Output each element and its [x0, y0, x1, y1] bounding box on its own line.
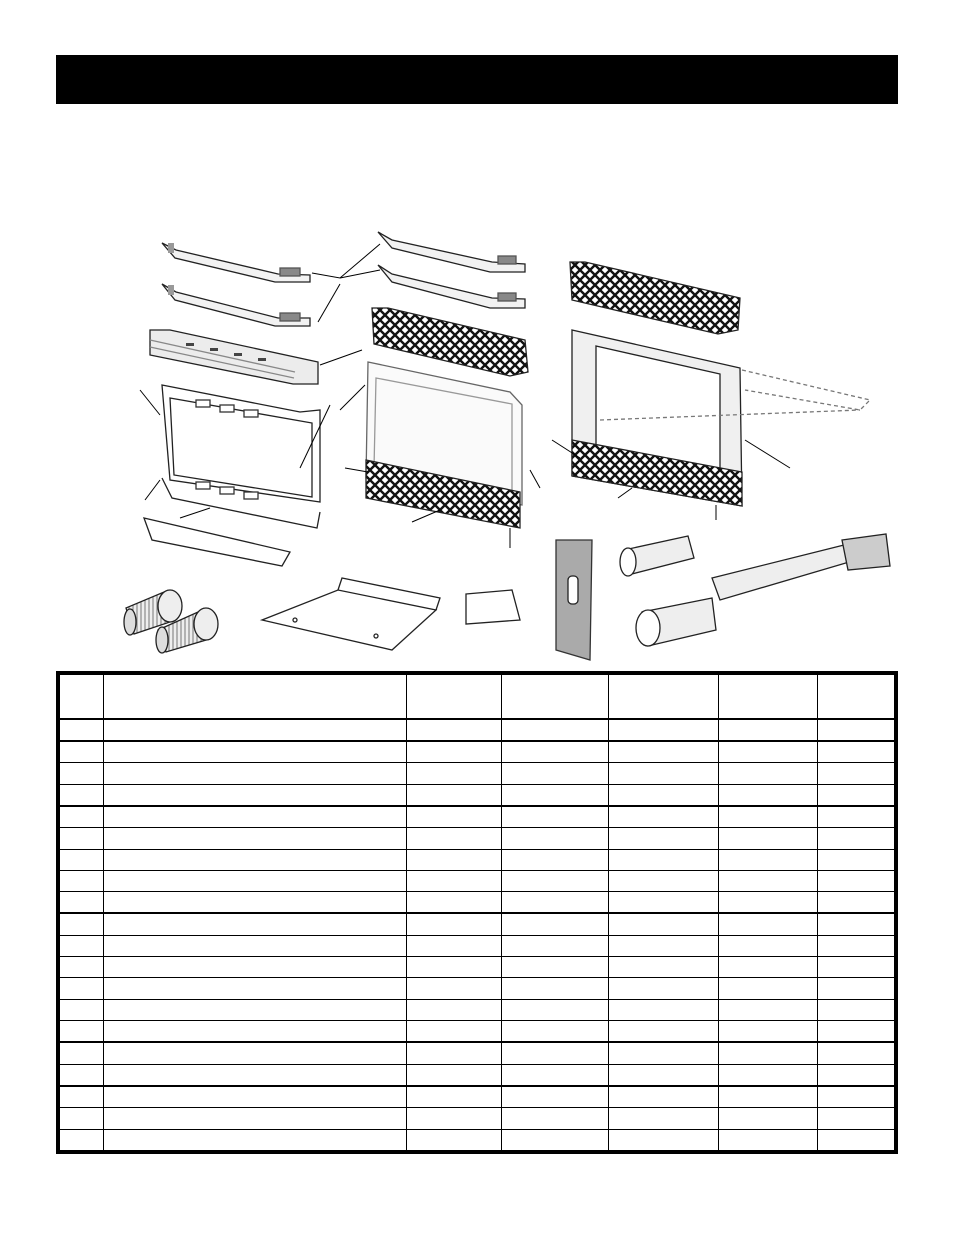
- table-cell: [719, 784, 818, 806]
- table-cell: [104, 1021, 407, 1043]
- table-cell: [407, 892, 502, 914]
- table-cell: [60, 784, 104, 806]
- table-cell: [60, 978, 104, 999]
- table-cell: [719, 1042, 818, 1064]
- table-cell: [719, 741, 818, 763]
- table-cell: [407, 913, 502, 935]
- column-header: [609, 675, 719, 719]
- table-cell: [818, 892, 895, 914]
- table-cell: [407, 870, 502, 891]
- table-row: [60, 978, 895, 999]
- table-cell: [719, 978, 818, 999]
- table-cell: [502, 806, 609, 828]
- table-cell: [609, 1086, 719, 1108]
- table-cell: [609, 892, 719, 914]
- table-cell: [609, 978, 719, 999]
- table-row: [60, 1108, 895, 1129]
- table-cell: [609, 913, 719, 935]
- table-cell: [502, 957, 609, 978]
- table-cell: [609, 741, 719, 763]
- table-cell: [60, 763, 104, 784]
- table-row: [60, 1064, 895, 1086]
- table-cell: [719, 870, 818, 891]
- table-cell: [502, 784, 609, 806]
- table-row: [60, 1086, 895, 1108]
- table-cell: [719, 913, 818, 935]
- small-burner-1: [620, 536, 694, 576]
- table-cell: [502, 935, 609, 956]
- table-cell: [104, 719, 407, 741]
- decor-strip-a: [378, 232, 525, 272]
- table-cell: [104, 1064, 407, 1086]
- table-cell: [719, 1086, 818, 1108]
- table-cell: [502, 1064, 609, 1086]
- table-row: [60, 913, 895, 935]
- table-cell: [104, 957, 407, 978]
- table-cell: [719, 719, 818, 741]
- table-cell: [104, 763, 407, 784]
- parts-table: [56, 671, 898, 1154]
- top-trim-strip-2: [162, 284, 310, 326]
- table-cell: [609, 1129, 719, 1150]
- table-cell: [609, 1108, 719, 1129]
- table-cell: [502, 828, 609, 849]
- table-cell: [60, 1086, 104, 1108]
- table-cell: [502, 1086, 609, 1108]
- table-cell: [719, 1064, 818, 1086]
- bottom-glass-strip: [144, 518, 290, 566]
- table-cell: [60, 870, 104, 891]
- column-header: [502, 675, 609, 719]
- table-cell: [104, 1086, 407, 1108]
- table-cell: [104, 741, 407, 763]
- table-cell: [407, 806, 502, 828]
- table-cell: [818, 935, 895, 956]
- table-cell: [818, 1108, 895, 1129]
- table-cell: [818, 1021, 895, 1043]
- table-cell: [407, 935, 502, 956]
- table-cell: [407, 763, 502, 784]
- table-cell: [719, 957, 818, 978]
- table-cell: [104, 828, 407, 849]
- table-cell: [719, 806, 818, 828]
- table-cell: [818, 913, 895, 935]
- exploded-parts-diagram: [0, 220, 954, 670]
- table-cell: [502, 763, 609, 784]
- table-cell: [502, 719, 609, 741]
- table-cell: [60, 913, 104, 935]
- table-cell: [502, 849, 609, 870]
- table-cell: [104, 1042, 407, 1064]
- small-bracket: [466, 590, 520, 624]
- table-cell: [818, 1129, 895, 1150]
- table-cell: [104, 999, 407, 1020]
- page-header-bar: [56, 55, 898, 104]
- table-row: [60, 892, 895, 914]
- table-cell: [719, 828, 818, 849]
- table-row: [60, 1129, 895, 1150]
- table-cell: [719, 1108, 818, 1129]
- table-cell: [719, 892, 818, 914]
- table-cell: [818, 741, 895, 763]
- small-burner-2: [636, 598, 716, 646]
- table-cell: [609, 870, 719, 891]
- table-cell: [407, 957, 502, 978]
- table-cell: [407, 999, 502, 1020]
- table-cell: [609, 719, 719, 741]
- table-row: [60, 935, 895, 956]
- table-cell: [609, 784, 719, 806]
- table-cell: [609, 1064, 719, 1086]
- table-cell: [407, 1086, 502, 1108]
- table-cell: [60, 935, 104, 956]
- table-row: [60, 1021, 895, 1043]
- table-cell: [818, 828, 895, 849]
- table-cell: [104, 784, 407, 806]
- table-row: [60, 763, 895, 784]
- control-knobs: [124, 590, 218, 653]
- table-cell: [104, 1129, 407, 1150]
- table-cell: [60, 719, 104, 741]
- table-cell: [60, 1108, 104, 1129]
- cast-door-assembly: [572, 330, 870, 506]
- table-cell: [407, 1129, 502, 1150]
- table-cell: [502, 913, 609, 935]
- table-row: [60, 999, 895, 1020]
- table-row: [60, 719, 895, 741]
- column-header: [60, 675, 104, 719]
- table-cell: [407, 719, 502, 741]
- table-cell: [60, 828, 104, 849]
- table-cell: [407, 1042, 502, 1064]
- table-cell: [502, 1042, 609, 1064]
- table-body: [60, 719, 895, 1151]
- table-cell: [407, 784, 502, 806]
- table-cell: [719, 763, 818, 784]
- table-cell: [407, 741, 502, 763]
- table-cell: [104, 806, 407, 828]
- table-cell: [818, 763, 895, 784]
- table-cell: [60, 1042, 104, 1064]
- table-cell: [407, 828, 502, 849]
- column-header: [104, 675, 407, 719]
- table-row: [60, 957, 895, 978]
- table-row: [60, 828, 895, 849]
- table-cell: [818, 719, 895, 741]
- table-cell: [609, 957, 719, 978]
- table-cell: [502, 1021, 609, 1043]
- table-cell: [407, 1108, 502, 1129]
- table-row: [60, 784, 895, 806]
- table-cell: [104, 935, 407, 956]
- table-cell: [719, 1021, 818, 1043]
- table-row: [60, 1042, 895, 1064]
- table-cell: [104, 892, 407, 914]
- table-cell: [609, 999, 719, 1020]
- table-cell: [104, 978, 407, 999]
- table-cell: [60, 1129, 104, 1150]
- table-cell: [407, 1064, 502, 1086]
- table-cell: [60, 1021, 104, 1043]
- table-cell: [818, 784, 895, 806]
- table-cell: [104, 1108, 407, 1129]
- table-cell: [818, 957, 895, 978]
- table-cell: [609, 763, 719, 784]
- table-cell: [818, 806, 895, 828]
- table-cell: [104, 913, 407, 935]
- table-header-row: [60, 675, 895, 719]
- table-row: [60, 849, 895, 870]
- front-frame: [162, 385, 320, 528]
- table-cell: [60, 999, 104, 1020]
- table-cell: [818, 999, 895, 1020]
- table-cell: [407, 849, 502, 870]
- table-row: [60, 806, 895, 828]
- table-cell: [104, 870, 407, 891]
- table-cell: [60, 806, 104, 828]
- table-row: [60, 741, 895, 763]
- table-cell: [60, 741, 104, 763]
- table-cell: [719, 1129, 818, 1150]
- column-header: [719, 675, 818, 719]
- table-cell: [502, 978, 609, 999]
- table-cell: [502, 741, 609, 763]
- table-cell: [719, 935, 818, 956]
- table-cell: [818, 1042, 895, 1064]
- table-cell: [502, 892, 609, 914]
- table-cell: [818, 1086, 895, 1108]
- table-cell: [818, 1064, 895, 1086]
- table-cell: [609, 1042, 719, 1064]
- lattice-top-panel: [372, 308, 528, 376]
- table-cell: [609, 828, 719, 849]
- cast-lattice-top: [570, 262, 740, 334]
- table-cell: [407, 1021, 502, 1043]
- table-cell: [719, 999, 818, 1020]
- table-cell: [818, 978, 895, 999]
- column-header: [818, 675, 895, 719]
- table-cell: [104, 849, 407, 870]
- table-cell: [502, 1108, 609, 1129]
- table-cell: [609, 849, 719, 870]
- table-row: [60, 870, 895, 891]
- table-cell: [60, 892, 104, 914]
- table-cell: [818, 849, 895, 870]
- door-clip: [556, 540, 592, 660]
- table-cell: [609, 1021, 719, 1043]
- column-header: [407, 675, 502, 719]
- table-cell: [60, 1064, 104, 1086]
- table-cell: [609, 935, 719, 956]
- table-cell: [407, 978, 502, 999]
- table-cell: [719, 849, 818, 870]
- table-cell: [502, 1129, 609, 1150]
- table-cell: [502, 870, 609, 891]
- top-trim-strip-1: [162, 243, 310, 282]
- top-louver: [150, 330, 318, 384]
- burner-tube: [712, 534, 890, 600]
- table-cell: [60, 957, 104, 978]
- table-cell: [818, 870, 895, 891]
- table-cell: [502, 999, 609, 1020]
- table-cell: [609, 806, 719, 828]
- table-cell: [60, 849, 104, 870]
- mounting-plate: [262, 578, 440, 650]
